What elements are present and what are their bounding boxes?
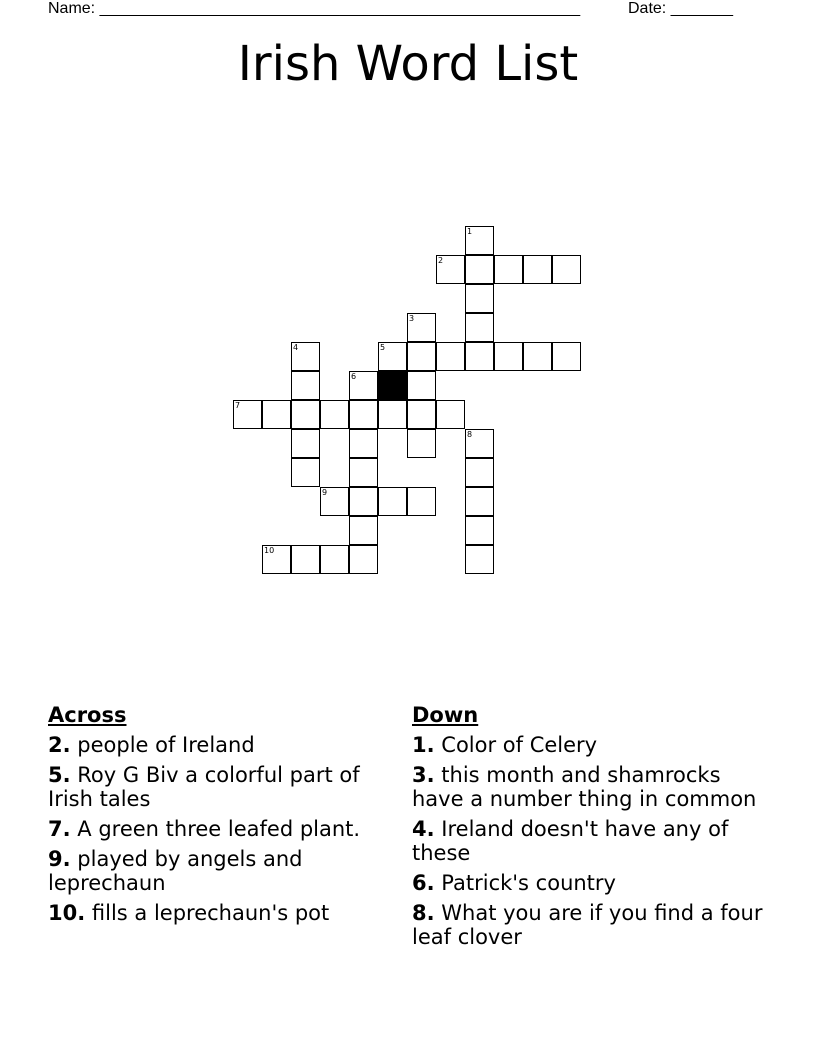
clue-number: 6. <box>412 871 435 895</box>
clue-text: Roy G Biv a colorful part of Irish tales <box>48 763 360 811</box>
crossword-cell[interactable] <box>465 313 494 342</box>
crossword-cell[interactable] <box>552 255 581 284</box>
crossword-cell[interactable] <box>436 400 465 429</box>
clue-number: 10. <box>48 901 86 925</box>
crossword-cell[interactable] <box>262 400 291 429</box>
across-clues <box>48 703 388 931</box>
clue-down-4 <box>412 817 777 865</box>
cell-number: 3 <box>409 314 415 323</box>
crossword-cell[interactable] <box>291 371 320 400</box>
clue-number: 5. <box>48 763 71 787</box>
cell-number: 2 <box>438 256 444 265</box>
crossword-cell[interactable] <box>349 545 378 574</box>
crossword-cell[interactable] <box>523 255 552 284</box>
clue-text: Patrick's country <box>441 871 616 895</box>
crossword-cell[interactable] <box>494 342 523 371</box>
cell-number: 4 <box>293 343 299 352</box>
clue-text: Ireland doesn't have any of these <box>412 817 729 865</box>
crossword-cell[interactable] <box>291 545 320 574</box>
clue-across-2 <box>48 733 388 757</box>
clue-text: Color of Celery <box>441 733 598 757</box>
clue-number: 7. <box>48 817 71 841</box>
cell-number: 10 <box>264 546 275 555</box>
crossword-cell[interactable] <box>552 342 581 371</box>
clue-number: 9. <box>48 847 71 871</box>
crossword-cell[interactable] <box>523 342 552 371</box>
clue-down-3 <box>412 763 777 811</box>
clue-down-8 <box>412 901 777 949</box>
crossword-cell[interactable] <box>407 429 436 458</box>
crossword-cell[interactable] <box>407 371 436 400</box>
crossword-cell[interactable] <box>320 400 349 429</box>
crossword-cell[interactable] <box>291 458 320 487</box>
clue-text: people of Ireland <box>77 733 255 757</box>
crossword-cell[interactable] <box>320 545 349 574</box>
page-title: Irish Word List <box>237 36 579 92</box>
clue-across-10 <box>48 901 388 925</box>
clue-across-7 <box>48 817 388 841</box>
crossword-cell[interactable] <box>465 284 494 313</box>
crossword-cell[interactable] <box>407 487 436 516</box>
crossword-cell[interactable] <box>291 400 320 429</box>
crossword-cell[interactable] <box>465 487 494 516</box>
clue-number: 3. <box>412 763 435 787</box>
cell-number: 7 <box>235 401 241 410</box>
crossword-cell[interactable] <box>349 429 378 458</box>
crossword-cell[interactable] <box>465 342 494 371</box>
crossword-cell[interactable] <box>349 487 378 516</box>
clue-down-6 <box>412 871 777 895</box>
crossword-cell[interactable] <box>349 458 378 487</box>
clue-text: A green three leafed plant. <box>77 817 361 841</box>
crossword-cell[interactable] <box>378 400 407 429</box>
clue-text: this month and shamrocks have a number thing in common <box>412 763 757 811</box>
clue-number: 4. <box>412 817 435 841</box>
cell-number: 1 <box>467 227 473 236</box>
cell-number: 9 <box>322 488 328 497</box>
crossword-cell[interactable] <box>465 255 494 284</box>
crossword-cell[interactable] <box>378 487 407 516</box>
cell-number: 6 <box>351 372 357 381</box>
clue-number: 2. <box>48 733 71 757</box>
clue-number: 8. <box>412 901 435 925</box>
cell-number: 5 <box>380 343 386 352</box>
clue-number: 1. <box>412 733 435 757</box>
crossword-cell[interactable] <box>407 342 436 371</box>
date-field-label: Date: _______ <box>628 0 733 17</box>
crossword-cell[interactable] <box>349 400 378 429</box>
clue-text: played by angels and leprechaun <box>48 847 303 895</box>
crossword-cell[interactable] <box>349 516 378 545</box>
cell-number: 8 <box>467 430 473 439</box>
clue-across-9 <box>48 847 388 895</box>
crossword-cell[interactable] <box>494 255 523 284</box>
down-heading: Down <box>412 703 479 727</box>
crossword-cell[interactable] <box>436 342 465 371</box>
crossword-cell[interactable] <box>407 400 436 429</box>
down-clues <box>412 703 777 955</box>
crossword-cell[interactable] <box>465 545 494 574</box>
crossword-black-cell <box>378 371 407 400</box>
clue-text: fills a leprechaun's pot <box>91 901 330 925</box>
name-field-label: Name: ______________________________________________________ <box>48 0 581 17</box>
across-heading: Across <box>48 703 127 727</box>
clue-text: What you are if you find a four leaf clover <box>412 901 763 949</box>
crossword-cell[interactable] <box>291 429 320 458</box>
crossword-cell[interactable] <box>465 458 494 487</box>
clue-across-5 <box>48 763 388 811</box>
clue-down-1 <box>412 733 777 757</box>
crossword-cell[interactable] <box>465 516 494 545</box>
